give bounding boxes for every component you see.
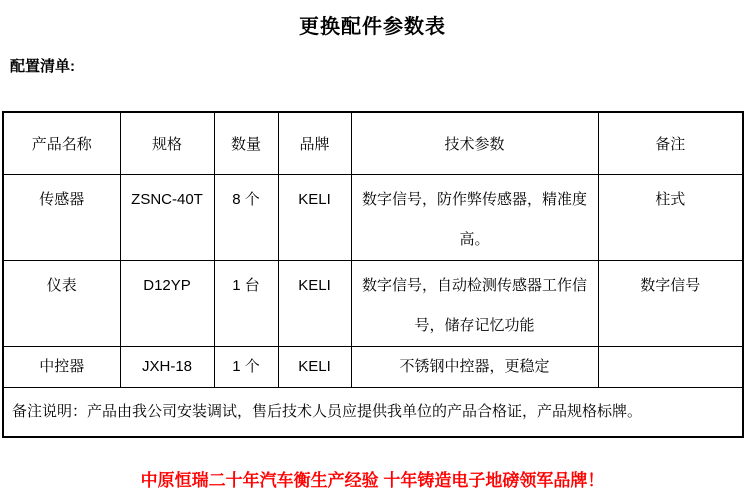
table-row-sensor [3,174,743,260]
qty-cell: 8 个 [214,174,278,260]
qty-cell: 1 个 [214,346,278,387]
brand-cell: KELI [278,346,351,387]
params-cell: 数字信号，防作弊传感器，精准度高。 [351,174,598,260]
col-header-brand: 品牌 [278,112,351,174]
brand-cell: KELI [278,174,351,260]
col-header-tech-params: 技术参数 [351,112,598,174]
remark-text: 备注说明：产品由我公司安装调试，售后技术人员应提供我单位的产品合格证，产品规格标牌。 [3,387,743,437]
col-header-qty: 数量 [214,112,278,174]
config-list-label: 配置清单: [10,58,75,75]
product-name-cell: 仪表 [3,260,120,346]
parts-table [2,111,744,438]
remark-row [3,387,743,437]
note-cell: 柱式 [598,174,743,260]
table-row-controller [3,346,743,387]
spec-cell: JXH-18 [120,346,214,387]
col-header-product-name: 产品名称 [3,112,120,174]
spec-cell: ZSNC-40T [120,174,214,260]
table-header-row [3,112,743,174]
params-cell: 数字信号，自动检测传感器工作信号，储存记忆功能 [351,260,598,346]
note-cell: 数字信号 [598,260,743,346]
brand-cell: KELI [278,260,351,346]
product-name-cell: 中控器 [3,346,120,387]
col-header-note: 备注 [598,112,743,174]
spec-cell: D12YP [120,260,214,346]
col-header-spec: 规格 [120,112,214,174]
product-name-cell: 传感器 [3,174,120,260]
page-title: 更换配件参数表 [299,16,446,38]
params-cell: 不锈钢中控器，更稳定 [351,346,598,387]
qty-cell: 1 台 [214,260,278,346]
note-cell [598,346,743,387]
footer-slogan: 中原恒瑞二十年汽车衡生产经验 十年铸造电子地磅领军品牌！ [140,471,605,490]
table-row-meter [3,260,743,346]
